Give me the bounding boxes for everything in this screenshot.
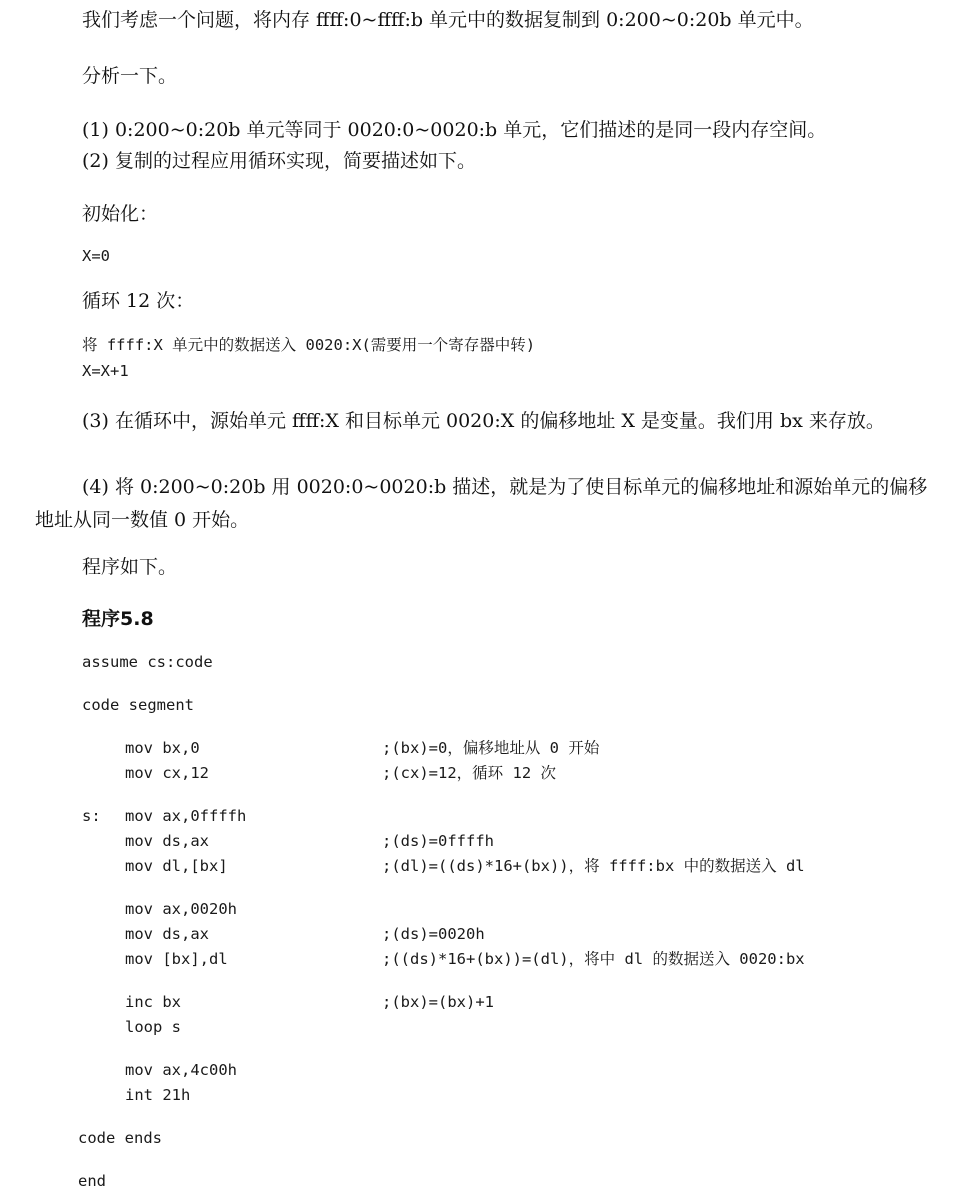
- init-code: X=0: [82, 247, 110, 265]
- analysis-text: 分析一下。: [82, 65, 178, 87]
- code-line: int 21h: [125, 1086, 191, 1104]
- code-line: mov ax,0020h: [125, 900, 237, 918]
- code-comment: ;((ds)*16+(bx))=(dl)，将中 dl 的数据送入 0020:bx: [382, 950, 805, 968]
- program-title: 程序5.8: [82, 608, 154, 630]
- code-comment: ;(dl)=((ds)*16+(bx))，将 ffff:bx 中的数据送入 dl: [382, 857, 805, 875]
- loop-label: 循环 12 次：: [82, 290, 195, 312]
- code-line: code ends: [78, 1129, 162, 1147]
- point-3: (3) 在循环中，源始单元 ffff:X 和目标单元 0020:X 的偏移地址 X 是变量。我们用 bx 来存放。: [82, 410, 885, 432]
- code-line: inc bx: [125, 993, 181, 1011]
- code-line: mov [bx],dl: [125, 950, 228, 968]
- code-line: end: [78, 1172, 106, 1190]
- program-intro: 程序如下。: [82, 556, 178, 578]
- code-comment: ;(bx)=(bx)+1: [382, 993, 494, 1011]
- code-line: loop s: [125, 1018, 181, 1036]
- code-line: mov dl,[bx]: [125, 857, 228, 875]
- code-line: mov cx,12: [125, 764, 209, 782]
- loop-code-line-2: X=X+1: [82, 362, 129, 380]
- code-label-s: s:: [82, 807, 101, 825]
- point-2: (2) 复制的过程应用循环实现，简要描述如下。: [82, 150, 476, 172]
- code-line: mov ds,ax: [125, 832, 209, 850]
- code-line: mov ax,4c00h: [125, 1061, 237, 1079]
- code-line: mov ds,ax: [125, 925, 209, 943]
- code-comment: ;(ds)=0ffffh: [382, 832, 494, 850]
- code-comment: ;(ds)=0020h: [382, 925, 485, 943]
- code-line: assume cs:code: [82, 653, 213, 671]
- point-4: (4) 将 0:200~0:20b 用 0020:0~0020:b 描述，就是为了使目标单元的偏移地址和源始单元的偏移地址从同一数值 0 开始。: [35, 476, 928, 531]
- loop-code-line-1: 将 ffff:X 单元中的数据送入 0020:X(需要用一个寄存器中转): [82, 336, 536, 354]
- intro-text: 我们考虑一个问题，将内存 ffff:0~ffff:b 单元中的数据复制到 0:200~0:20b 单元中。: [82, 9, 814, 31]
- code-comment: ;(cx)=12，循环 12 次: [382, 764, 556, 782]
- code-line: mov ax,0ffffh: [125, 807, 247, 825]
- code-line: mov bx,0: [125, 739, 200, 757]
- code-comment: ;(bx)=0，偏移地址从 0 开始: [382, 739, 600, 757]
- point-1: (1) 0:200~0:20b 单元等同于 0020:0~0020:b 单元，它们描述的是同一段内存空间。: [82, 119, 827, 141]
- code-line: code segment: [82, 696, 194, 714]
- init-label: 初始化：: [82, 203, 159, 225]
